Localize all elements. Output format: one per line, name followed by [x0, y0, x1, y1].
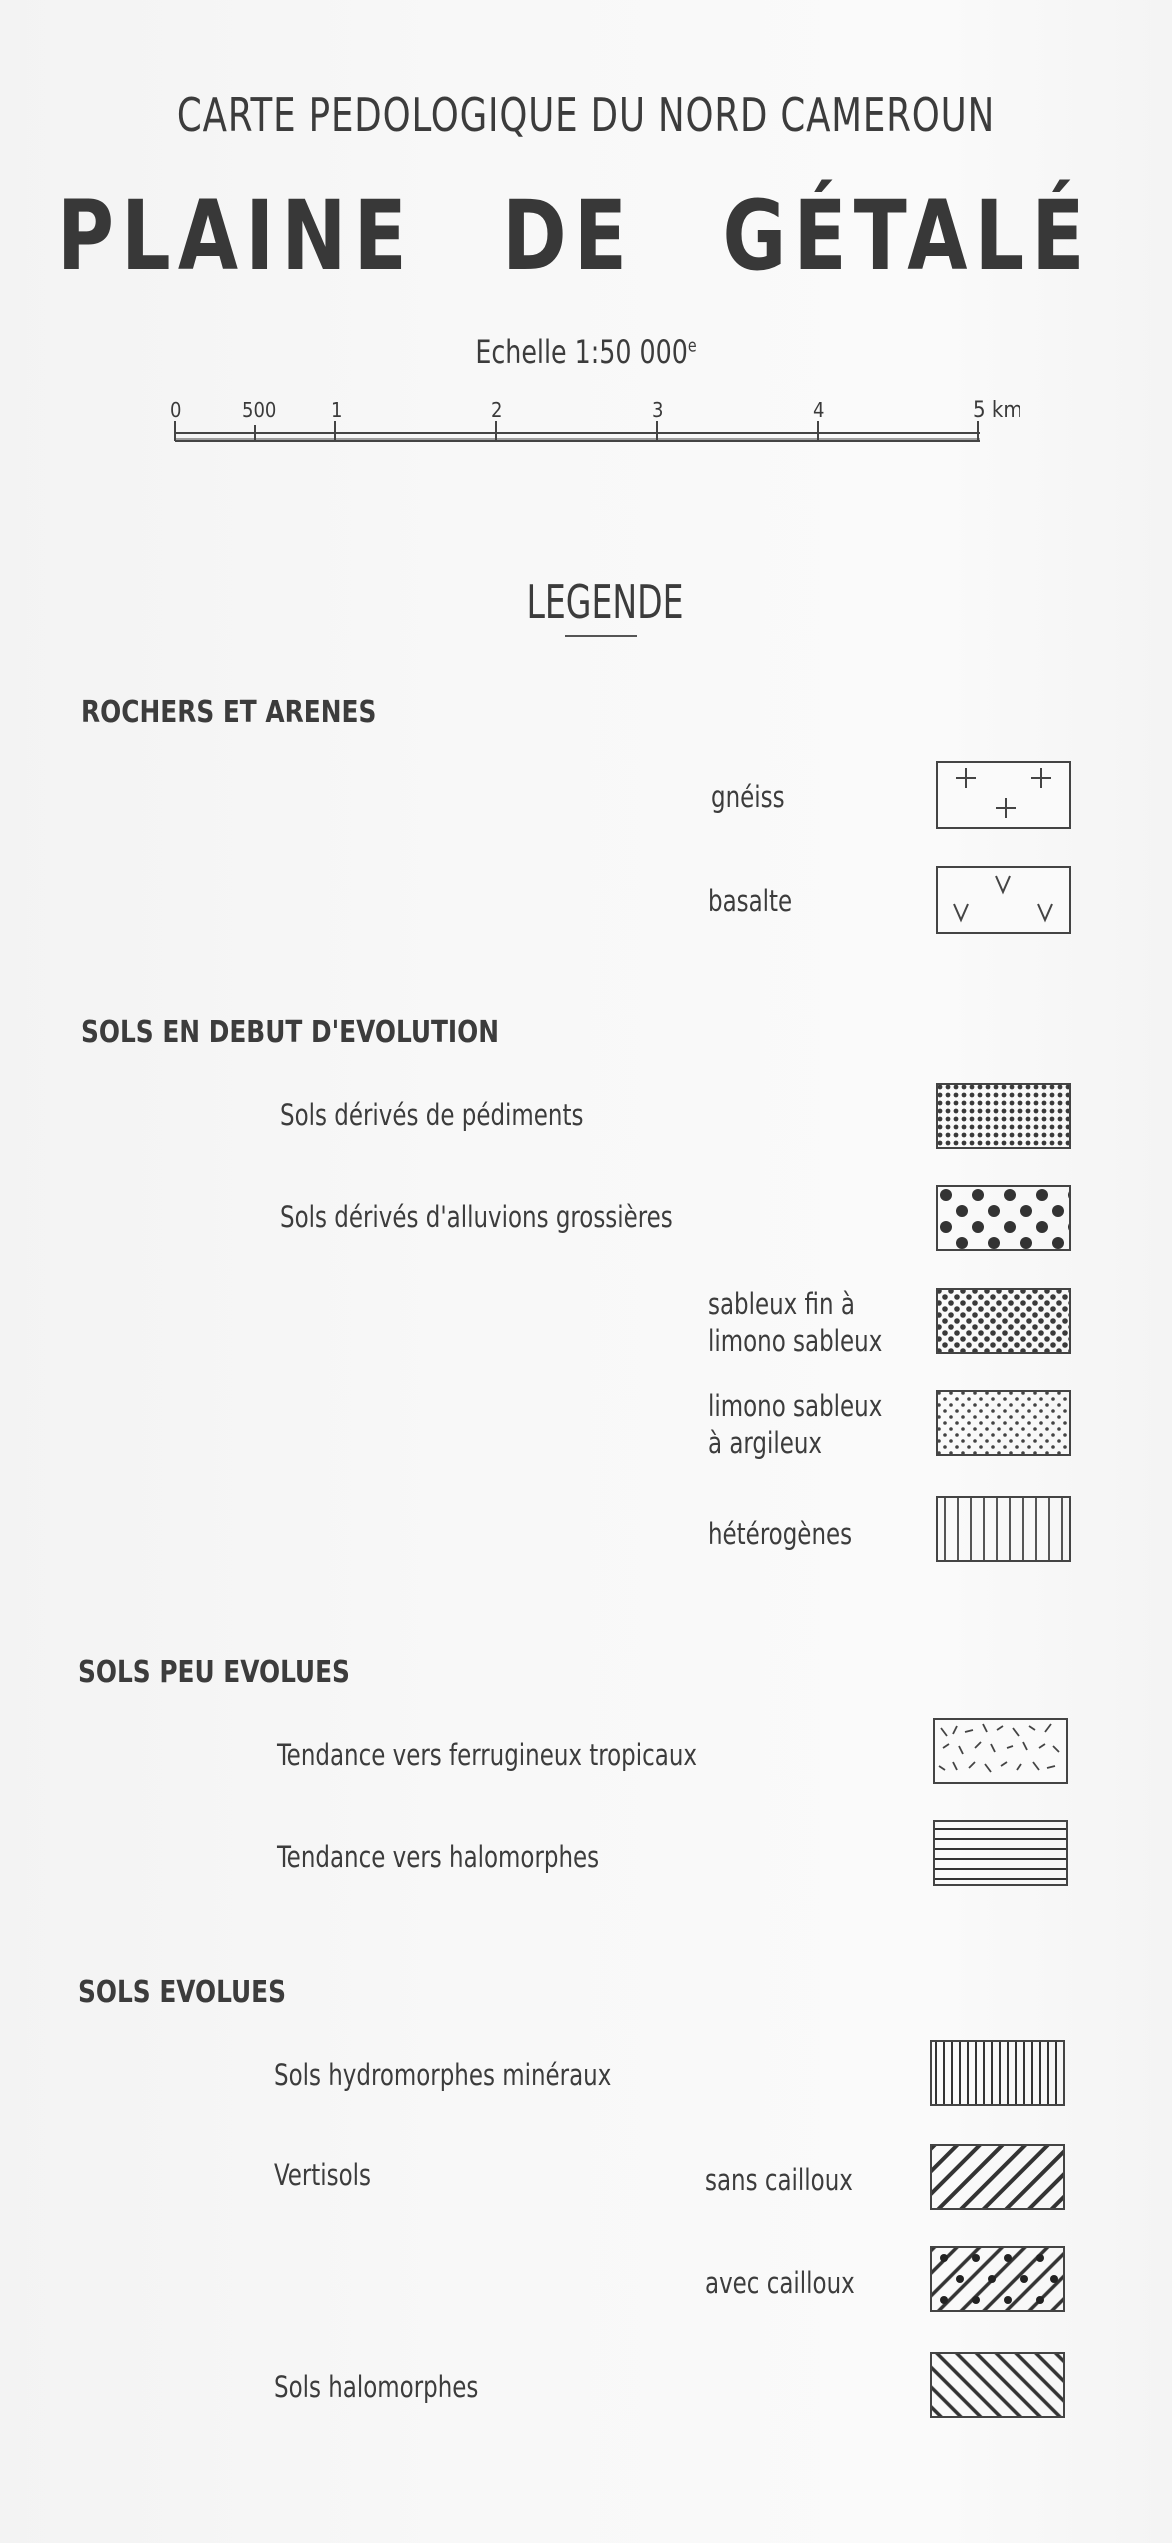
scale-tick-5km: 5 km: [973, 398, 1020, 423]
scale-tick-1: 1: [331, 398, 343, 422]
scale-tick-500: 500: [242, 398, 277, 422]
legend-item-gneiss: gnéiss: [711, 780, 785, 814]
legend-item-limono-sableux-line2: à argileux: [708, 1426, 823, 1460]
scale-bar-graphic: [160, 395, 1020, 455]
swatch-avec-cailloux: [930, 2246, 1065, 2312]
swatch-limono-sableux: [936, 1390, 1071, 1456]
swatch-sableux-fin: [936, 1288, 1071, 1354]
scale-bar: [160, 395, 1020, 459]
legend-heading: LEGENDE: [526, 575, 684, 629]
legend-item-sols-hydromorphes-mineraux: Sols hydromorphes minéraux: [274, 2058, 612, 2092]
section-sols-peu-evolues: SOLS PEU EVOLUES: [78, 1655, 350, 1690]
scale-label: Echelle 1:50 000e: [475, 333, 697, 371]
legend-item-heterogenes: hétérogènes: [708, 1517, 853, 1551]
legend-item-limono-sableux: [708, 1388, 882, 1462]
swatch-tendance-halomorphes: [933, 1820, 1068, 1886]
swatch-heterogenes: [936, 1496, 1071, 1562]
swatch-basalte: [936, 866, 1071, 934]
legend-item-sans-cailloux: sans cailloux: [705, 2163, 853, 2197]
legend-item-tendance-halomorphes: Tendance vers halomorphes: [277, 1840, 600, 1874]
swatch-sols-hydromorphes-mineraux: [930, 2040, 1065, 2106]
section-sols-evolues: SOLS EVOLUES: [78, 1975, 286, 2010]
legend-item-sableux-fin-line1: sableux fin à: [708, 1287, 855, 1321]
legend-item-tendance-ferrugineux: Tendance vers ferrugineux tropicaux: [277, 1738, 697, 1772]
swatch-gneiss: [936, 761, 1071, 829]
swatch-tendance-ferrugineux: [933, 1718, 1068, 1784]
map-supertitle: CARTE PEDOLOGIQUE DU NORD CAMEROUN: [176, 88, 996, 142]
legend-item-vertisols: Vertisols: [274, 2158, 372, 2192]
swatch-sols-derives-d-alluvions-grossieres: [936, 1185, 1071, 1251]
scale-tick-4: 4: [813, 398, 825, 422]
swatch-sols-derives-de-pediments: [936, 1083, 1071, 1149]
legend-item-sols-derives-d-alluvions-grossieres: Sols dérivés d'alluvions grossières: [280, 1200, 673, 1234]
legend-item-sols-derives-de-pediments: Sols dérivés de pédiments: [280, 1098, 584, 1132]
section-sols-en-debut-d-evolution: SOLS EN DEBUT D'EVOLUTION: [81, 1015, 500, 1050]
scale-tick-0: 0: [170, 398, 182, 422]
legend-heading-underline: [565, 635, 637, 637]
swatch-sols-halomorphes: [930, 2352, 1065, 2418]
legend-item-avec-cailloux: avec cailloux: [705, 2266, 855, 2300]
swatch-sans-cailloux: [930, 2144, 1065, 2210]
scale-tick-2: 2: [491, 398, 503, 422]
scale-tick-3: 3: [652, 398, 664, 422]
legend-item-sableux-fin-line2: limono sableux: [708, 1324, 883, 1358]
legend-item-sols-halomorphes: Sols halomorphes: [274, 2370, 479, 2404]
map-title: PLAINE DE GÉTALÉ: [57, 180, 1092, 292]
legend-item-sableux-fin: [708, 1286, 882, 1360]
section-rochers-et-arenes: ROCHERS ET ARENES: [81, 695, 377, 730]
legend-item-limono-sableux-line1: limono sableux: [708, 1389, 883, 1423]
legend-item-basalte: basalte: [708, 884, 793, 918]
